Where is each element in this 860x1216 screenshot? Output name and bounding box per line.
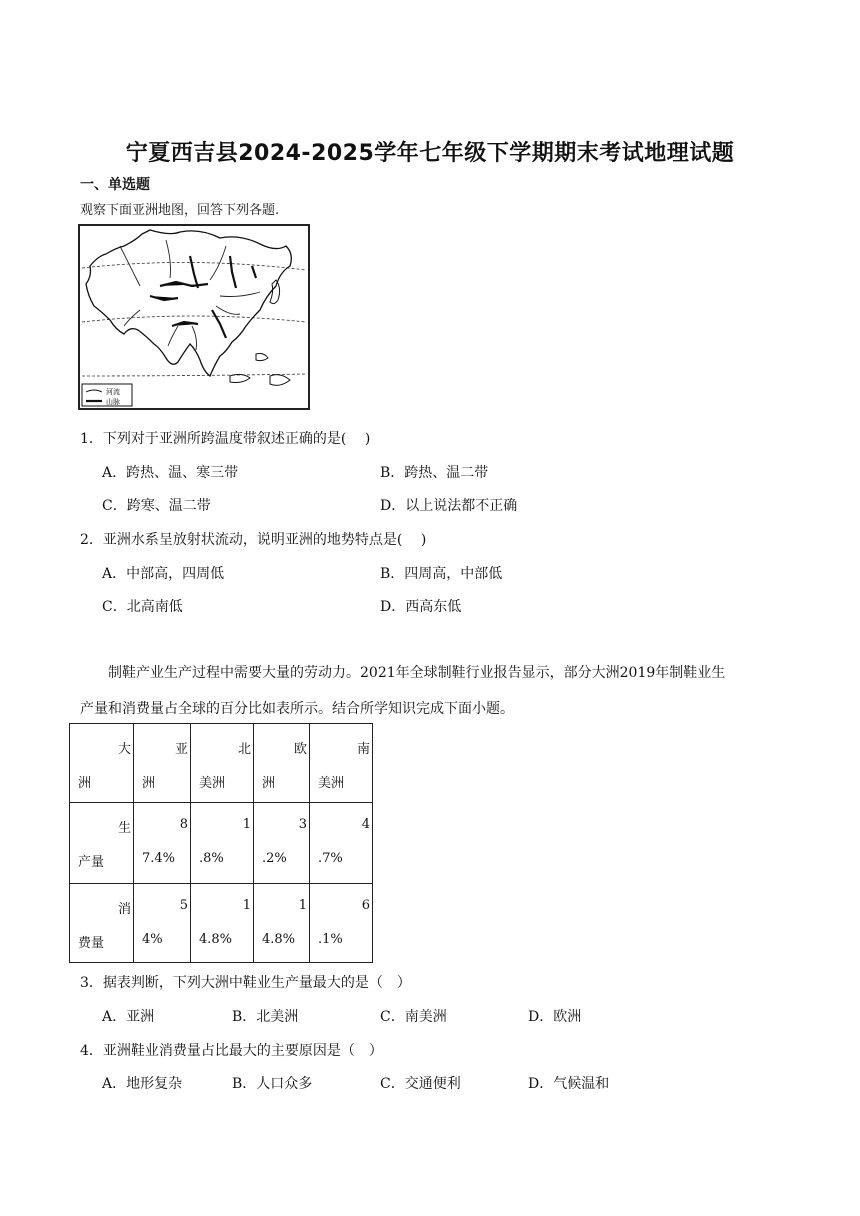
question-3-option-b: B．北美洲 xyxy=(232,1009,299,1025)
asia-map-figure xyxy=(78,224,310,410)
table-header-row xyxy=(70,724,373,803)
table-cell: 亚 洲 xyxy=(134,724,191,803)
material-paragraph xyxy=(80,662,784,720)
table-cell: 1 .8% xyxy=(191,803,254,884)
paragraph-line-2: 产量和消费量占全球的百分比如表所示。结合所学知识完成下面小题。 xyxy=(80,701,514,717)
question-1-option-a: A．跨热、温、寒三带 xyxy=(102,465,239,481)
question-1-option-d: D．以上说法都不正确 xyxy=(380,498,518,514)
question-1-option-c: C．跨寒、温二带 xyxy=(102,498,211,514)
table-cell: 大 洲 xyxy=(70,724,134,803)
question-4-option-b: B．人口众多 xyxy=(232,1076,313,1092)
question-2-option-d: D．西高东低 xyxy=(380,599,462,615)
question-1-option-b: B．跨热、温二带 xyxy=(380,465,489,481)
paragraph-line-1: 制鞋产业生产过程中需要大量的劳动力。2021年全球制鞋行业报告显示，部分大洲2019年制鞋业生 xyxy=(108,665,726,681)
table-cell: 北 美洲 xyxy=(191,724,254,803)
table-cell: 4 .7% xyxy=(310,803,373,884)
question-2-option-c: C．北高南低 xyxy=(102,599,183,615)
table-cell: 南 美洲 xyxy=(310,724,373,803)
question-2-option-b: B．四周高，中部低 xyxy=(380,566,503,582)
table-cell: 6 .1% xyxy=(310,884,373,963)
page-title: 宁夏西吉县2024-2025学年七年级下学期期末考试地理试题 xyxy=(125,141,735,166)
asia-map-drawing xyxy=(80,226,308,408)
question-3-stem: 3．据表判断，下列大洲中鞋业生产量最大的是（ ） xyxy=(80,975,411,991)
table-cell: 1 4.8% xyxy=(191,884,254,963)
table-cell: 1 4.8% xyxy=(254,884,310,963)
question-4-stem: 4．亚洲鞋业消费量占比最大的主要原因是（ ） xyxy=(80,1043,383,1059)
legend-mountain-label: 山脉 xyxy=(106,398,120,406)
question-1-stem: 1．下列对于亚洲所跨温度带叙述正确的是( ) xyxy=(80,431,371,447)
table-cell: 5 4% xyxy=(134,884,191,963)
table-row-production xyxy=(70,803,373,884)
question-3-option-c: C．南美洲 xyxy=(380,1009,447,1025)
section-heading: 一、单选题 xyxy=(80,177,150,193)
legend-river-label: 河流 xyxy=(106,388,120,396)
question-3-option-d: D．欧洲 xyxy=(528,1009,582,1025)
table-cell: 3 .2% xyxy=(254,803,310,884)
map-intro-text: 观察下面亚洲地图，回答下列各题. xyxy=(80,203,280,218)
question-2-option-a: A．中部高，四周低 xyxy=(102,566,225,582)
table-row-consumption xyxy=(70,884,373,963)
question-4-option-d: D．气候温和 xyxy=(528,1076,610,1092)
table-cell: 8 7.4% xyxy=(134,803,191,884)
question-3-option-a: A．亚洲 xyxy=(102,1009,155,1025)
question-4-option-a: A．地形复杂 xyxy=(102,1076,183,1092)
question-4-option-c: C．交通便利 xyxy=(380,1076,461,1092)
table-cell: 生 产量 xyxy=(70,803,134,884)
question-2-stem: 2．亚洲水系呈放射状流动，说明亚洲的地势特点是( ) xyxy=(80,532,427,548)
table-cell: 消 费量 xyxy=(70,884,134,963)
shoe-industry-table xyxy=(69,723,373,963)
table-cell: 欧 洲 xyxy=(254,724,310,803)
